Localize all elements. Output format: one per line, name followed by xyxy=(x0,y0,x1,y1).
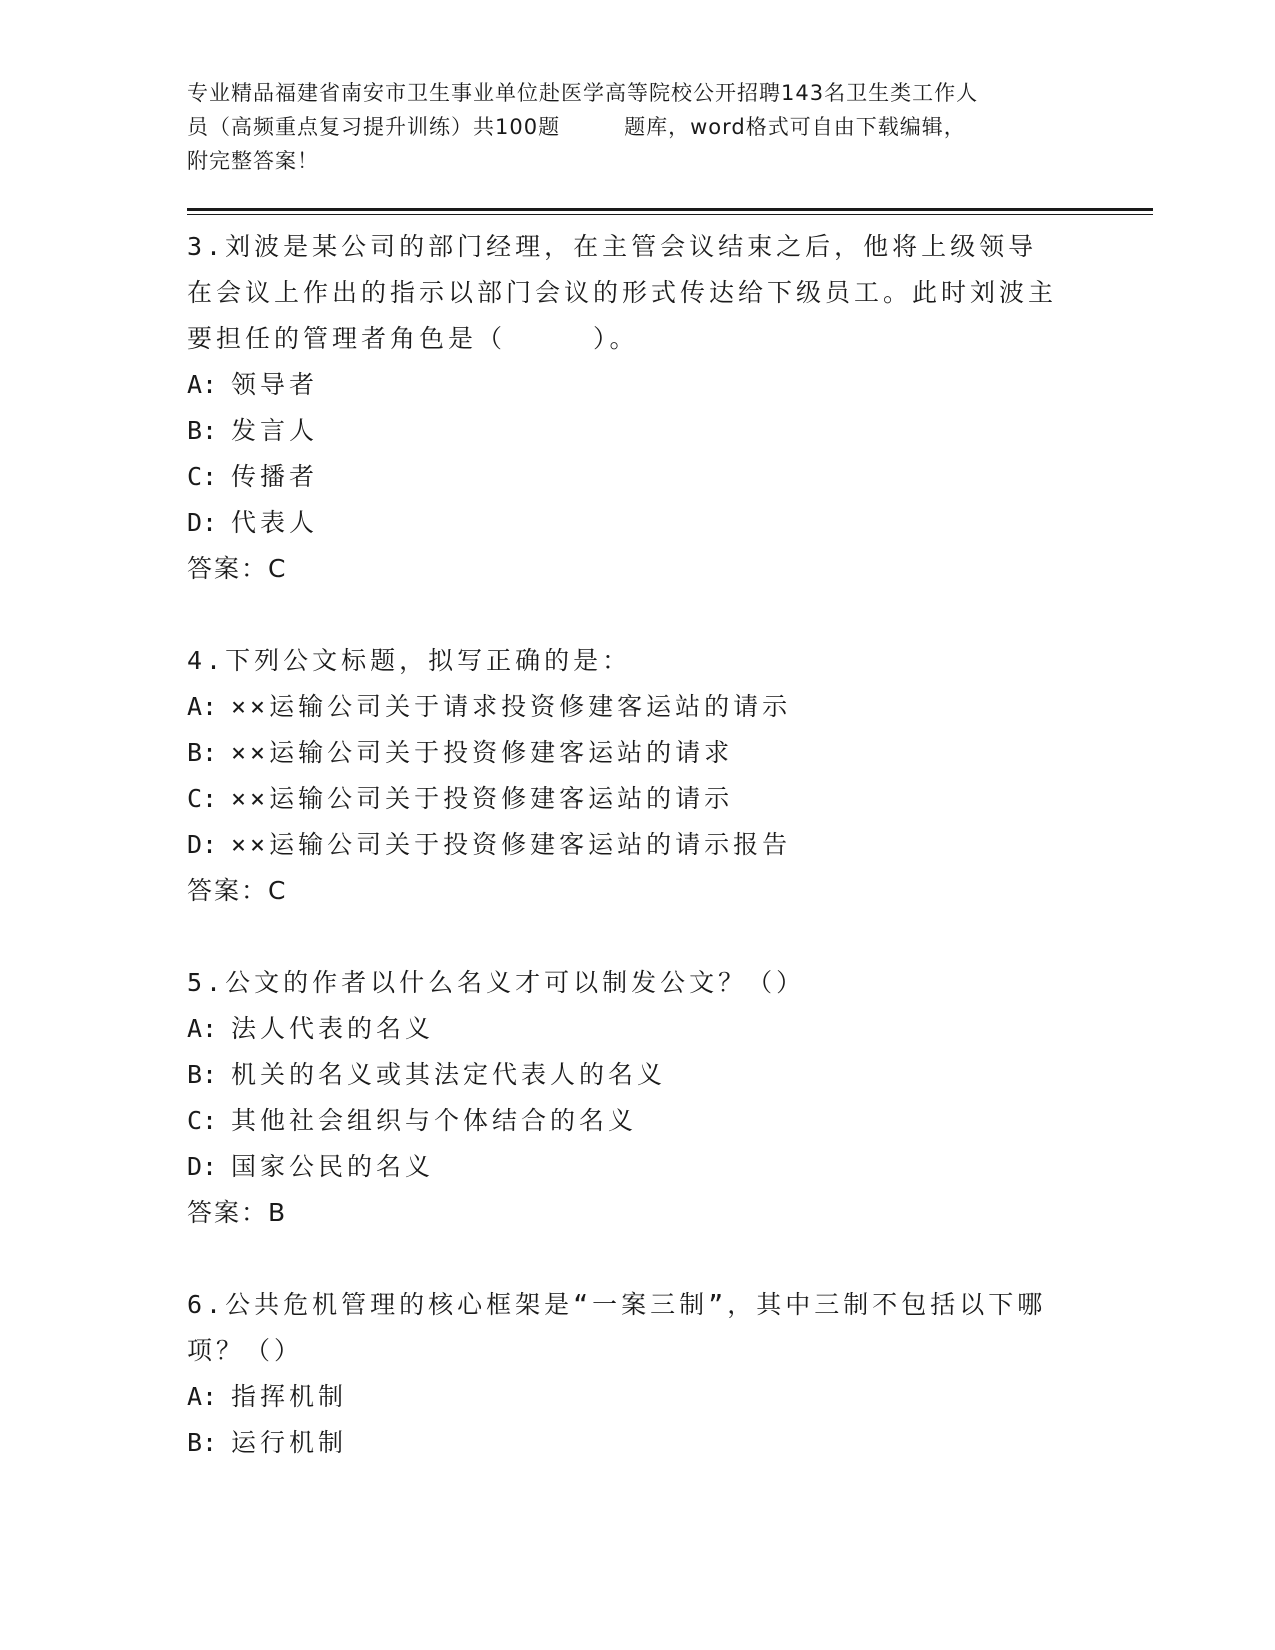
header-line-2-part-b: 题库，word格式可自由下载编辑， xyxy=(624,115,966,139)
option-a xyxy=(187,684,1087,730)
option-key: D: xyxy=(187,1152,218,1181)
option-text: ××运输公司关于投资修建客运站的请示报告 xyxy=(231,830,792,859)
header-line-3: 附完整答案！ xyxy=(187,149,319,173)
option-text: 指挥机制 xyxy=(231,1382,348,1411)
answer-line: 答案：C xyxy=(187,554,288,583)
option-text: ××运输公司关于投资修建客运站的请示 xyxy=(231,784,734,813)
option-key: C: xyxy=(187,462,218,491)
header-line-2 xyxy=(187,110,1087,144)
header-line-1: 专业精品福建省南安市卫生事业单位赴医学高等院校公开招聘143名卫生类工作人 xyxy=(187,81,979,105)
option-text: 运行机制 xyxy=(231,1428,348,1457)
option-key: B: xyxy=(187,1428,218,1457)
question-text: 3.刘波是某公司的部门经理，在主管会议结束之后，他将上级领导在会议上作出的指示以部门会议的形式传达给下级员工。此时刘波主要担任的管理者角色是（ ）。 xyxy=(187,232,1058,353)
option-b xyxy=(187,1052,1087,1098)
option-a xyxy=(187,362,1087,408)
option-text: 代表人 xyxy=(231,508,319,537)
option-key: B: xyxy=(187,1060,218,1089)
option-text: 领导者 xyxy=(231,370,319,399)
option-text: 传播者 xyxy=(231,462,319,491)
option-d xyxy=(187,500,1087,546)
option-text: 发言人 xyxy=(231,416,319,445)
header-divider-thin xyxy=(187,214,1153,215)
option-text: 国家公民的名义 xyxy=(231,1152,435,1181)
option-b xyxy=(187,730,1087,776)
question-list xyxy=(187,224,1087,1512)
question-3 xyxy=(187,224,1087,592)
question-text: 6.公共危机管理的核心框架是“一案三制”，其中三制不包括以下哪项？（） xyxy=(187,1290,1047,1365)
answer-line: 答案：C xyxy=(187,876,288,905)
option-b xyxy=(187,1420,1087,1466)
option-key: A: xyxy=(187,370,218,399)
option-key: D: xyxy=(187,508,218,537)
option-d xyxy=(187,1144,1087,1190)
option-a xyxy=(187,1374,1087,1420)
option-text: 机关的名义或其法定代表人的名义 xyxy=(231,1060,667,1089)
option-key: C: xyxy=(187,1106,218,1135)
option-b xyxy=(187,408,1087,454)
option-key: B: xyxy=(187,738,218,767)
question-text: 5.公文的作者以什么名义才可以制发公文？（） xyxy=(187,968,806,997)
option-key: A: xyxy=(187,1382,218,1411)
option-text: ××运输公司关于投资修建客运站的请求 xyxy=(231,738,734,767)
option-key: A: xyxy=(187,692,218,721)
option-key: C: xyxy=(187,784,218,813)
question-text: 4.下列公文标题，拟写正确的是： xyxy=(187,646,632,675)
option-text: 其他社会组织与个体结合的名义 xyxy=(231,1106,638,1135)
header-divider-thick xyxy=(187,208,1153,211)
header-line-2-part-a: 员（高频重点复习提升训练）共100题 xyxy=(187,115,561,139)
option-key: D: xyxy=(187,830,218,859)
question-5 xyxy=(187,960,1087,1236)
option-text: 法人代表的名义 xyxy=(231,1014,435,1043)
option-d xyxy=(187,822,1087,868)
answer-line: 答案：B xyxy=(187,1198,288,1227)
option-text: ××运输公司关于请求投资修建客运站的请示 xyxy=(231,692,792,721)
option-key: B: xyxy=(187,416,218,445)
question-6 xyxy=(187,1282,1087,1466)
option-c xyxy=(187,454,1087,500)
option-a xyxy=(187,1006,1087,1052)
document-header xyxy=(187,76,1087,178)
option-c xyxy=(187,776,1087,822)
option-key: A: xyxy=(187,1014,218,1043)
question-4 xyxy=(187,638,1087,914)
option-c xyxy=(187,1098,1087,1144)
